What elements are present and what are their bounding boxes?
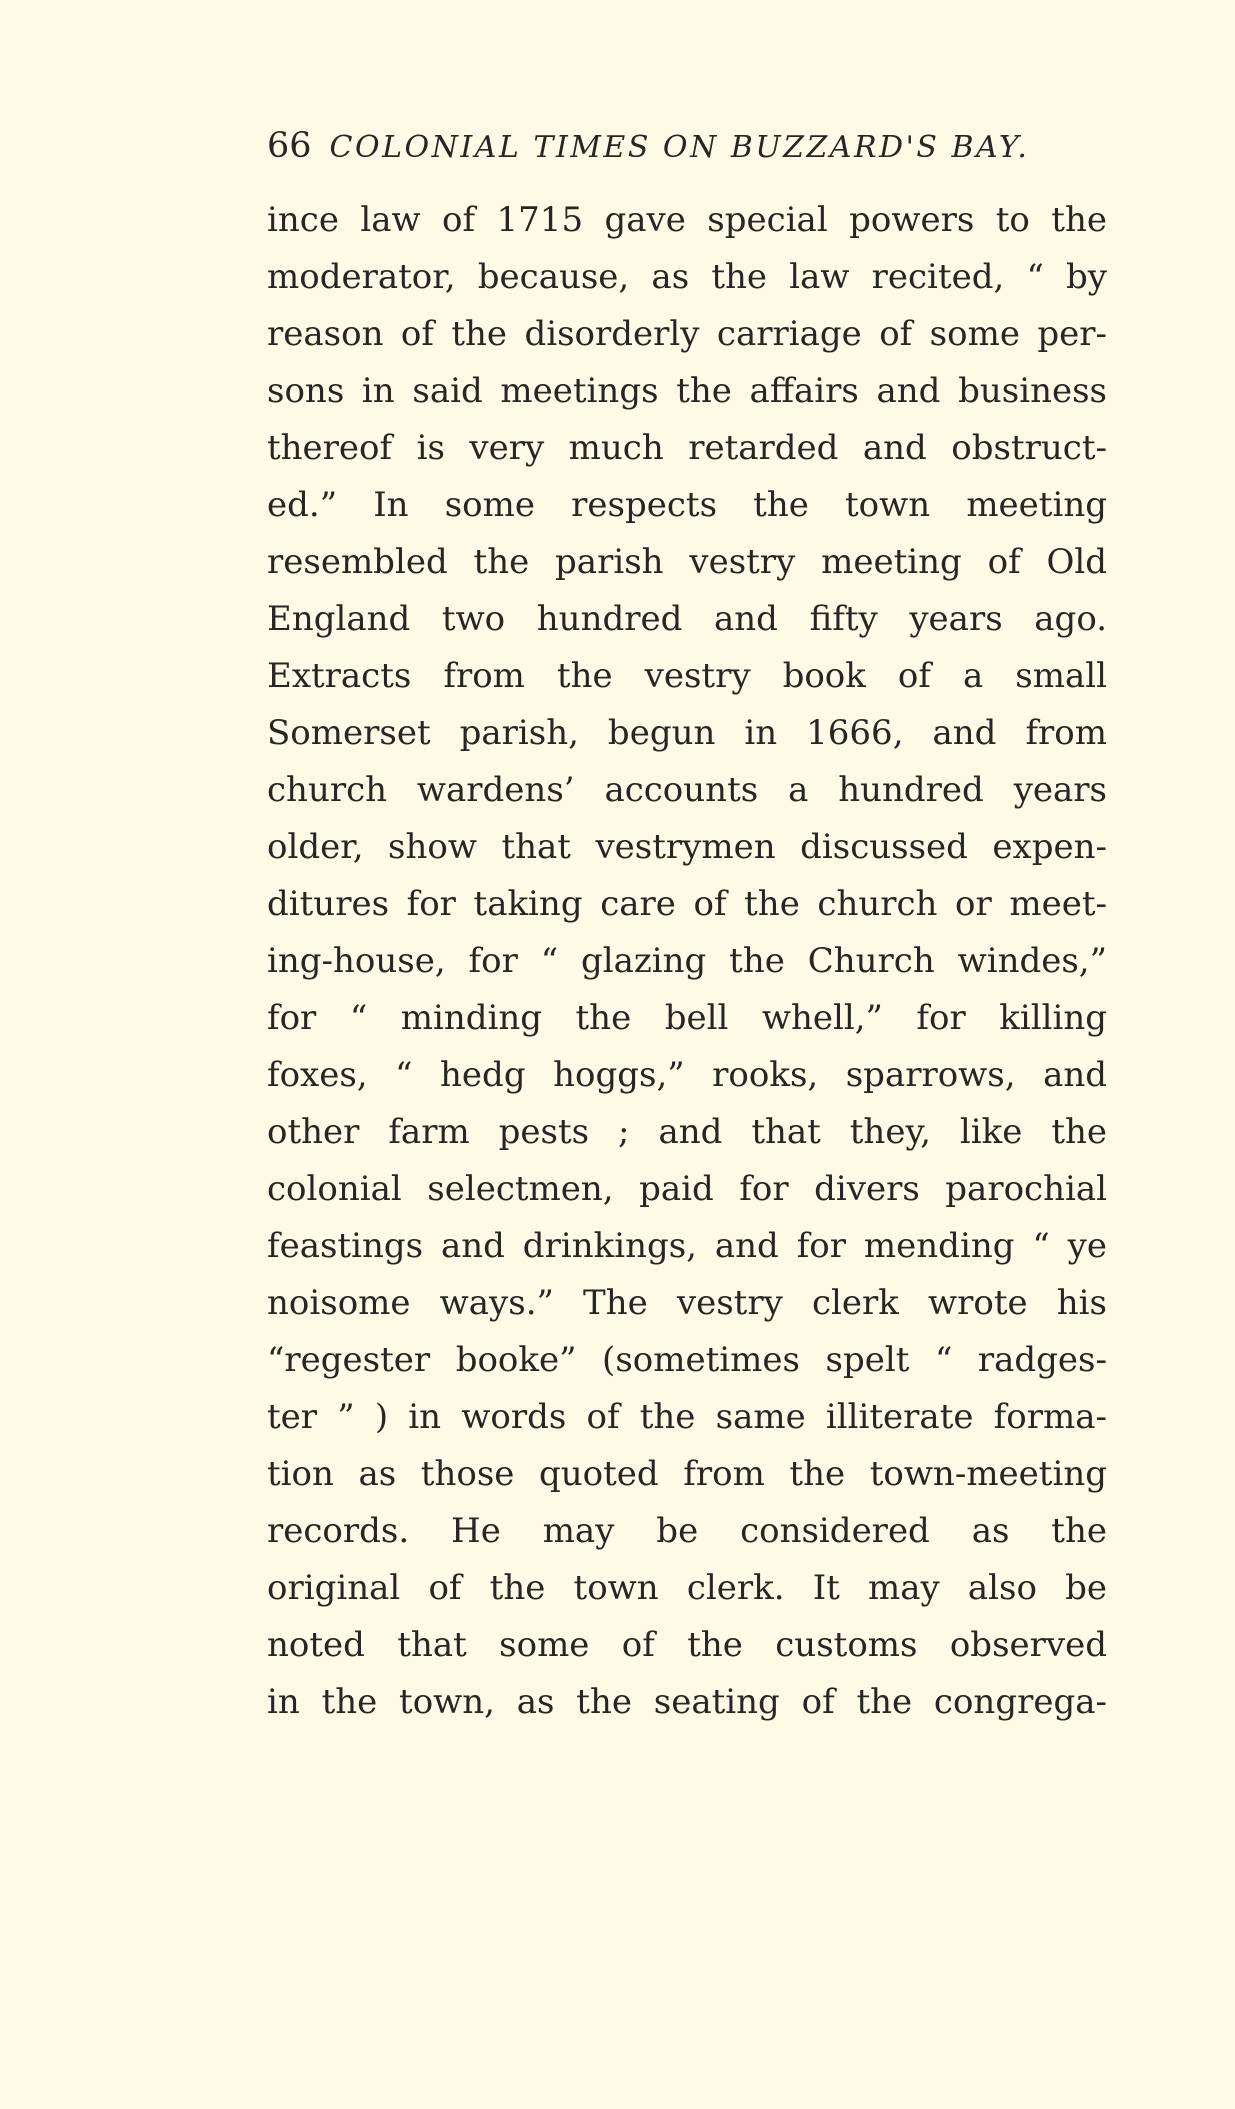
text-line: other farm pests ; and that they, like the: [267, 1112, 1107, 1152]
text-line: England two hundred and fifty years ago.: [267, 599, 1107, 639]
text-line: ditures for taking care of the church or meet-: [267, 884, 1107, 924]
running-head: [267, 126, 1107, 182]
text-line: records. He may be considered as the: [267, 1511, 1107, 1551]
text-line: feastings and drinkings, and for mending “ ye: [267, 1226, 1107, 1266]
text-line: for “ minding the bell whell,” for killing: [267, 998, 1107, 1038]
text-line: foxes, “ hedg hoggs,” rooks, sparrows, and: [267, 1055, 1107, 1095]
text-line: in the town, as the seating of the congrega-: [267, 1682, 1107, 1722]
text-line: ter ” ) in words of the same illiterate forma-: [267, 1397, 1107, 1437]
text-line: resembled the parish vestry meeting of Old: [267, 542, 1107, 582]
book-title: COLONIAL TIMES ON BUZZARD'S BAY.: [329, 130, 1030, 165]
text-line: moderator, because, as the law recited, “ by: [267, 257, 1107, 297]
text-line: tion as those quoted from the town-meeting: [267, 1454, 1107, 1494]
text-line: original of the town clerk. It may also be: [267, 1568, 1107, 1608]
text-line: Extracts from the vestry book of a small: [267, 656, 1107, 696]
text-line: ing-house, for “ glazing the Church windes,”: [267, 941, 1107, 981]
text-line: noted that some of the customs observed: [267, 1625, 1107, 1665]
text-line: sons in said meetings the affairs and business: [267, 371, 1107, 411]
text-line: older, show that vestrymen discussed expen-: [267, 827, 1107, 867]
body-text: [267, 192, 1107, 1731]
text-line: church wardens’ accounts a hundred years: [267, 770, 1107, 810]
text-line: thereof is very much retarded and obstruct-: [267, 428, 1107, 468]
text-line: ed.” In some respects the town meeting: [267, 485, 1107, 525]
text-line: reason of the disorderly carriage of some per-: [267, 314, 1107, 354]
text-line: colonial selectmen, paid for divers parochial: [267, 1169, 1107, 1209]
page-number: 66: [267, 126, 312, 166]
text-line: noisome ways.” The vestry clerk wrote his: [267, 1283, 1107, 1323]
text-line: ince law of 1715 gave special powers to the: [267, 200, 1107, 240]
text-line: Somerset parish, begun in 1666, and from: [267, 713, 1107, 753]
text-line: “regester booke” (sometimes spelt “ radges-: [267, 1340, 1107, 1380]
